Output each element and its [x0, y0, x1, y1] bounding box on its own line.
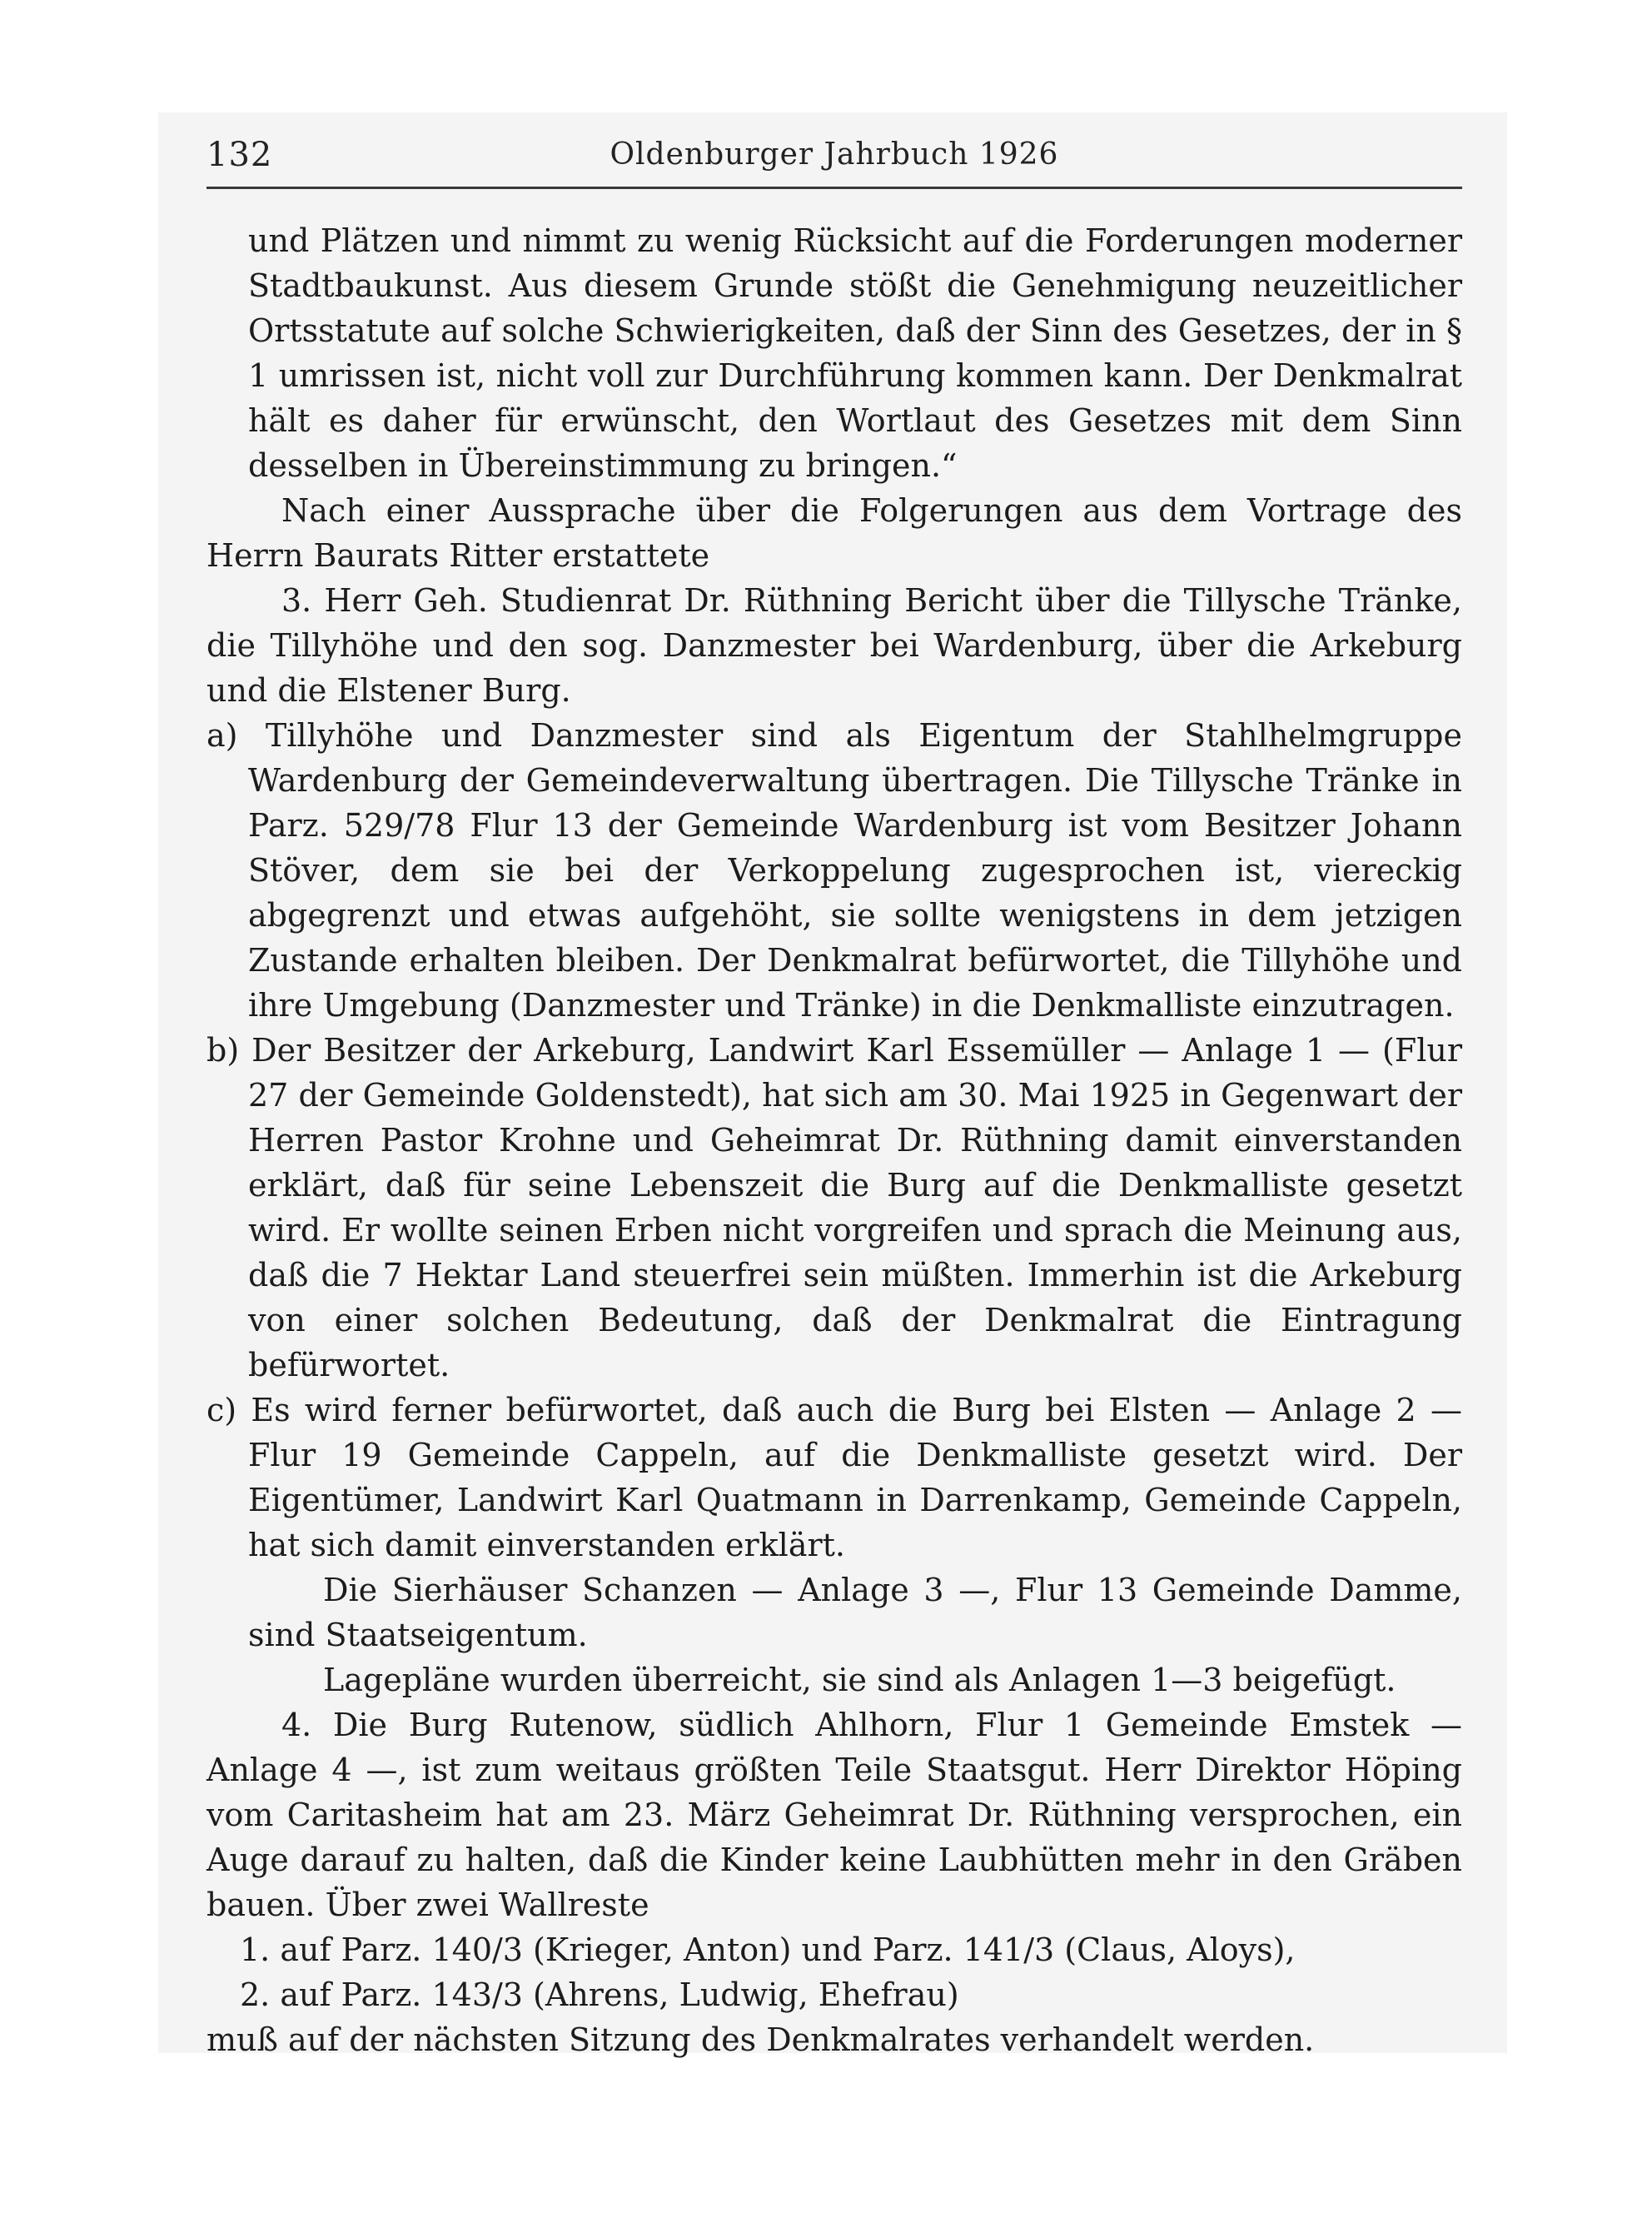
- running-title: Oldenburger Jahrbuch 1926: [610, 137, 1059, 172]
- paragraph-item-4: 4. Die Burg Rutenow, südlich Ahlhorn, Flur 1 Gemeinde Emstek — Anlage 4 —, ist zum weitaus größten Teile Staatsgut. Herr Direktor Höping vom Caritasheim hat am 23. März Geheimrat Dr. Rüthning versprochen, ein Auge darauf zu halten, daß die Kinder keine Laubhütten mehr in den Gräben bauen. Über zwei Wallreste: [206, 1707, 1462, 1923]
- paragraph-discussion: Nach einer Aussprache über die Folgerungen aus dem Vortrage des Herrn Baurats Ritter erstattete: [206, 492, 1462, 574]
- paragraph-quote-end: und Plätzen und nimmt zu wenig Rücksicht auf die Forderungen moderner Stadtbaukunst. Aus diesem Grunde stößt die Genehmigung neuzeitlicher Ortsstatute auf solche Schwierigkeiten, daß der Sinn des Gesetzes, der in § 1 umrissen ist, nicht voll zur Durchführung kommen kann. Der Denkmalrat hält es daher für erwünscht, den Wortlaut des Gesetzes mit dem Sinn desselben in Übereinstimmung zu bringen.“: [248, 222, 1462, 484]
- paragraph-item-b: b) Der Besitzer der Arkeburg, Landwirt Karl Essemüller — Anlage 1 — (Flur 27 der Gemeinde Goldenstedt), hat sich am 30. Mai 1925 in Gegenwart der Herren Pastor Krohne und Geheimrat Dr. Rüthning damit einverstanden erklärt, daß für seine Lebenszeit die Burg auf die Denkmalliste gesetzt wird. Er wollte seinen Erben nicht vorgreifen und sprach die Meinung aus, daß die 7 Hektar Land steuerfrei sein müßten. Immerhin ist die Arkeburg von einer solchen Bedeutung, daß der Denkmalrat die Eintragung befürwortet.: [206, 1032, 1462, 1383]
- list-item-1: 1. auf Parz. 140/3 (Krieger, Anton) und Parz. 141/3 (Claus, Aloys),: [240, 1931, 1296, 1968]
- paragraph-item-a: a) Tillyhöhe und Danzmester sind als Eigentum der Stahlhelmgruppe Wardenburg der Gemeindeverwaltung übertragen. Die Tillysche Tränke in Parz. 529/78 Flur 13 der Gemeinde Wardenburg ist vom Besitzer Johann Stöver, dem sie bei der Verkoppelung zugesprochen ist, viereckig abgegrenzt und etwas aufgehöht, sie sollte wenigstens in dem jetzigen Zustande erhalten bleiben. Der Denkmalrat befürwortet, die Tillyhöhe und ihre Umgebung (Danzmester und Tränke) in die Denkmalliste einzutragen.: [206, 717, 1462, 1024]
- paragraph-item-c: c) Es wird ferner befürwortet, daß auch die Burg bei Elsten — Anlage 2 — Flur 19 Gemeinde Cappeln, auf die Denkmalliste gesetzt wird. Der Eigentümer, Landwirt Karl Quatmann in Darrenkamp, Gemeinde Cappeln, hat sich damit einverstanden erklärt.: [206, 1392, 1462, 1563]
- paragraph-item-3: 3. Herr Geh. Studienrat Dr. Rüthning Bericht über die Tillysche Tränke, die Tillyhöhe und den sog. Danzmester bei Wardenburg, über die Arkeburg und die Elstener Burg.: [206, 582, 1462, 709]
- paragraph-schanzen: Die Sierhäuser Schanzen — Anlage 3 —, Flur 13 Gemeinde Damme, sind Staatseigentum.: [248, 1572, 1462, 1653]
- quoted-section: [206, 218, 1462, 488]
- page-header: [206, 135, 1462, 189]
- page-number: 132: [206, 136, 273, 174]
- body-text: [206, 218, 1462, 2062]
- item-c-continuation: [206, 1568, 1462, 1702]
- closing-line: muß auf der nächsten Sitzung des Denkmalrates verhandelt werden.: [206, 2021, 1315, 2058]
- list-item-2: 2. auf Parz. 143/3 (Ahrens, Ludwig, Ehefrau): [240, 1976, 959, 2013]
- paragraph-lageplaene: Lagepläne wurden überreicht, sie sind als Anlagen 1—3 beigefügt.: [323, 1662, 1396, 1698]
